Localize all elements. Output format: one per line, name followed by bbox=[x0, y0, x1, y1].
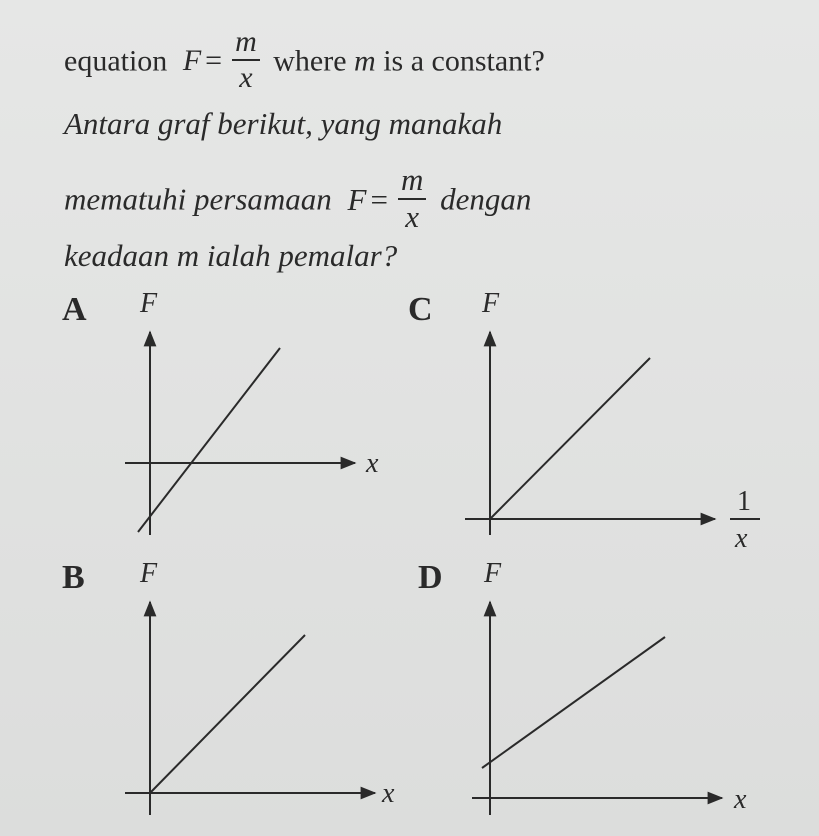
equation-numerator: m bbox=[232, 26, 260, 61]
equation-op: = bbox=[205, 44, 223, 78]
question-malay-line1: Antara graf berikut, yang manakah bbox=[64, 106, 503, 141]
option-d-x-label: x bbox=[734, 784, 747, 815]
malay-prefix: mematuhi persamaan bbox=[64, 181, 332, 217]
question-malay-line3: keadaan m ialah pemalar? bbox=[64, 238, 398, 273]
option-b[interactable] bbox=[62, 558, 395, 815]
option-a[interactable] bbox=[62, 288, 379, 535]
malay-equation-denominator: x bbox=[405, 198, 420, 234]
option-b-y-label: F bbox=[140, 558, 158, 589]
option-c-x-label-numerator: 1 bbox=[737, 486, 751, 517]
english-prefix: equation bbox=[64, 44, 168, 78]
option-b-x-label: x bbox=[382, 778, 395, 809]
option-a-y-label: F bbox=[140, 288, 158, 319]
option-d[interactable] bbox=[418, 558, 747, 815]
option-d-letter: D bbox=[418, 559, 443, 596]
malay-equation-op: = bbox=[370, 181, 388, 217]
option-d-graph-line bbox=[482, 637, 665, 768]
malay-suffix: dengan bbox=[440, 181, 532, 217]
english-suffix: where bbox=[273, 44, 347, 78]
malay-equation-numerator: m bbox=[398, 164, 426, 200]
option-a-x-label: x bbox=[366, 448, 379, 479]
option-c[interactable] bbox=[408, 288, 760, 554]
english-var: m bbox=[354, 44, 376, 78]
option-a-graph-line bbox=[138, 348, 280, 532]
equation-denominator: x bbox=[239, 60, 253, 94]
option-d-y-label: F bbox=[484, 558, 502, 589]
option-c-x-label bbox=[730, 486, 760, 554]
malay-equation-lhs: F bbox=[347, 181, 367, 217]
equation-lhs: F bbox=[182, 44, 202, 78]
english-tail: is a constant? bbox=[383, 44, 545, 78]
option-c-graph-line bbox=[490, 358, 650, 519]
option-c-x-label-denominator: x bbox=[735, 523, 748, 554]
option-a-letter: A bbox=[62, 291, 87, 328]
option-c-letter: C bbox=[408, 291, 433, 328]
option-b-letter: B bbox=[62, 559, 85, 596]
option-b-graph-line bbox=[150, 635, 305, 793]
option-c-y-label: F bbox=[482, 288, 500, 319]
